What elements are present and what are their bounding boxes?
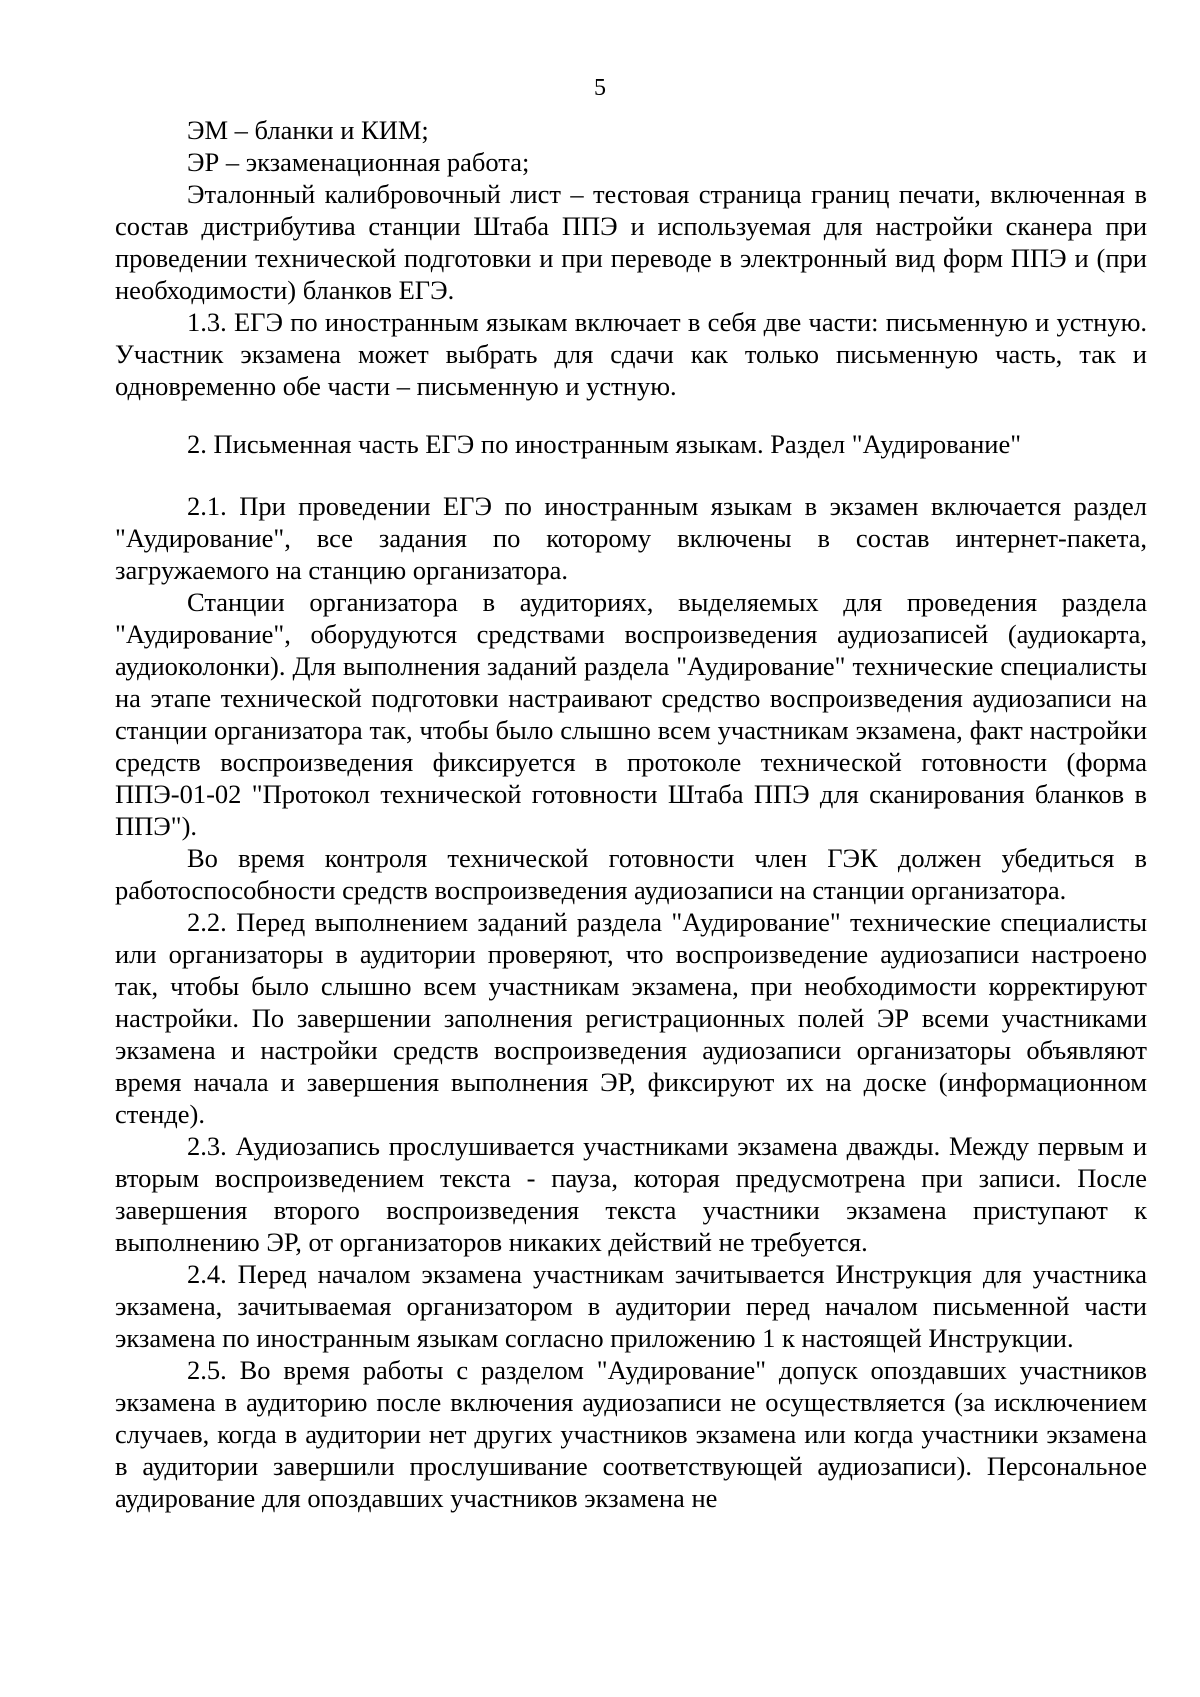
paragraph: 2.3. Аудиозапись прослушивается участниками экзамена дважды. Между первым и вторым воспроизведением текста - пауза, которая предусмотрена при записи. После завершения второго воспроизведения текста участники экзамена приступают к выполнению ЭР, от организаторов никаких действий не требуется. (115, 1131, 1147, 1257)
term-definition: ЭМ – бланки и КИМ; (187, 115, 429, 145)
paragraph: 2.2. Перед выполнением заданий раздела "Аудирование" технические специалисты или организаторы в аудитории проверяют, что воспроизведение аудиозаписи настроено так, чтобы было слышно всем участникам экзамена, при необходимости корректируют настройки. По завершении заполнения регистрационных полей ЭР всеми участниками экзамена и настройки средств воспроизведения аудиозаписи организаторы объявляют время начала и завершения выполнения ЭР, фиксируют их на доске (информационном стенде). (115, 907, 1147, 1129)
document-body (115, 114, 1147, 1514)
paragraph: 2.1. При проведении ЕГЭ по иностранным языкам в экзамен включается раздел "Аудирование", все задания по которому включены в состав интернет-пакета, загружаемого на станцию организатора. (115, 491, 1147, 585)
paragraph: 1.3. ЕГЭ по иностранным языкам включает в себя две части: письменную и устную. Участник экзамена может выбрать для сдачи как только письменную часть, так и одновременно обе части – письменную и устную. (115, 307, 1147, 401)
paragraph: 2.5. Во время работы с разделом "Аудирование" допуск опоздавших участников экзамена в аудиторию после включения аудиозаписи не осуществляется (за исключением случаев, когда в аудитории нет других участников экзамена или когда участники экзамена в аудитории завершили прослушивание соответствующей аудиозаписи). Персональное аудирование для опоздавших участников экзамена не (115, 1355, 1147, 1513)
paragraph: Во время контроля технической готовности член ГЭК должен убедиться в работоспособности средств воспроизведения аудиозаписи на станции организатора. (115, 843, 1147, 905)
term-definition: ЭР – экзаменационная работа; (187, 147, 530, 177)
paragraph: 2.4. Перед началом экзамена участникам зачитывается Инструкция для участника экзамена, зачитываемая организатором в аудитории перед началом письменной части экзамена по иностранным языкам согласно приложению 1 к настоящей Инструкции. (115, 1259, 1147, 1353)
page-number: 5 (594, 75, 606, 101)
paragraph: Эталонный калибровочный лист – тестовая страница границ печати, включенная в состав дистрибутива станции Штаба ППЭ и используемая для настройки сканера при проведении технической подготовки и при переводе в электронный вид форм ППЭ и (при необходимости) бланков ЕГЭ. (115, 179, 1147, 305)
section-heading: 2. Письменная часть ЕГЭ по иностранным языкам. Раздел "Аудирование" (187, 429, 1022, 459)
paragraph: Станции организатора в аудиториях, выделяемых для проведения раздела "Аудирование", оборудуются средствами воспроизведения аудиозаписей (аудиокарта, аудиоколонки). Для выполнения заданий раздела "Аудирование" технические специалисты на этапе технической подготовки настраивают средство воспроизведения аудиозаписи на станции организатора так, чтобы было слышно всем участникам экзамена, факт настройки средств воспроизведения фиксируется в протоколе технической готовности (форма ППЭ-01-02 "Протокол технической готовности Штаба ППЭ для сканирования бланков в ППЭ"). (115, 587, 1147, 841)
